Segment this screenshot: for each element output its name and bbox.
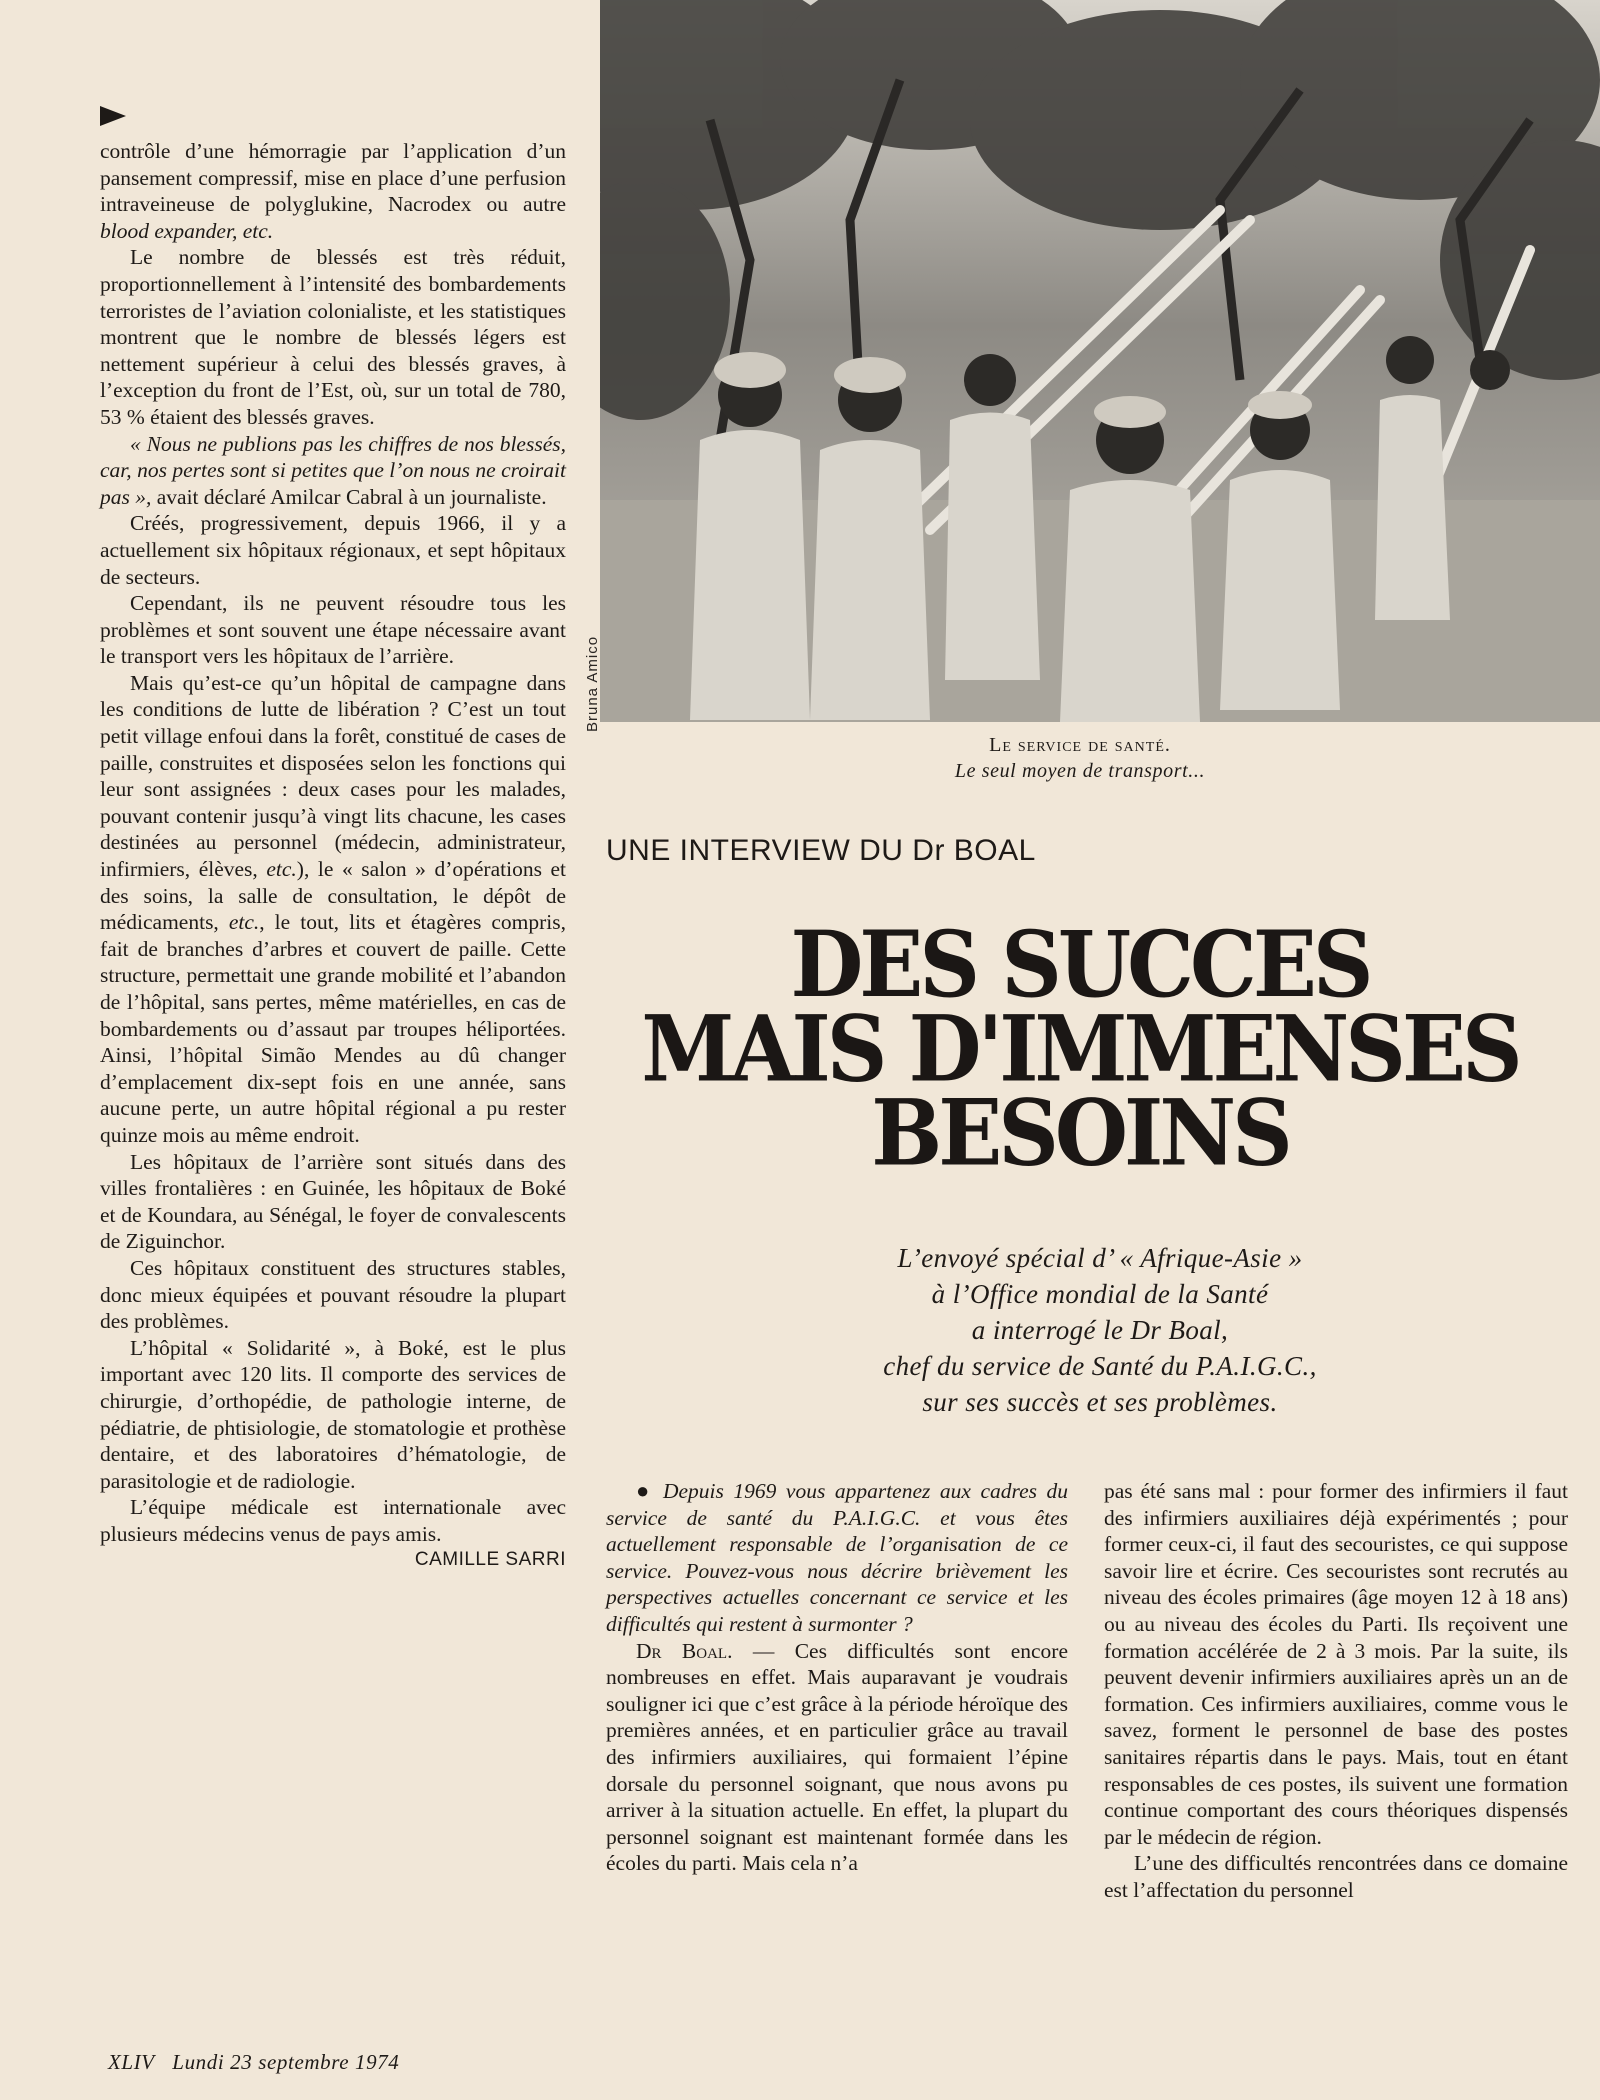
- headline-line: MAIS D'IMMENSES: [641, 995, 1519, 1102]
- speaker-name: Dr Boal.: [636, 1638, 733, 1663]
- deck-line: à l’Office mondial de la Santé: [931, 1279, 1269, 1309]
- interview-answer: [606, 1638, 1068, 1877]
- deck-line: L’envoyé spécial d’ « Afrique-Asie »: [897, 1243, 1303, 1273]
- paragraph-text: ), le « salon » d’opérations et des soins, la salle de consultation, le dépôt de médicaments,: [100, 857, 566, 935]
- question-text: Depuis 1969 vous appartenez aux cadres du service de santé du P.A.I.G.C. et vous êtes actuellement responsable de l’organisation de ce service. Pouvez-vous nous décrire brièvement les perspectives actuelles concernant ce service et les difficultés qui restent à surmonter ?: [606, 1479, 1069, 1636]
- paragraph-text: , le tout, lits et étagères compris, fait de branches d’arbres et couvert de paille. Cette structure, permettait une grande mobilité et l’abandon de l’hôpital, sans pertes, même matérielles, en cas de bombardements ou d’assaut par troupes héliportées. Ainsi, l’hôpital Simão Mendes au dû changer d’emplacement dix-sept fois en une année, sans aucune perte, un autre hôpital régional a pu rester quinze mois au même endroit.: [100, 910, 567, 1147]
- paragraph: Créés, progressivement, depuis 1966, il y a actuellement six hôpitaux régionaux, et sept hôpitaux de secteurs.: [100, 511, 566, 589]
- photo-credit: Bruna Amico: [584, 635, 601, 732]
- deck-line: chef du service de Santé du P.A.I.G.C.,: [883, 1351, 1317, 1381]
- paragraph: L’hôpital « Solidarité », à Boké, est le plus important avec 120 lits. Il comporte des services de chirurgie, d’orthopédie, de pathologie interne, de pédiatrie, de phtisiologie, de stomatologie et prothèse dentaire, et des laboratoires d’hématologie, de parasitologie et de radiologie.: [100, 1335, 566, 1493]
- italic-text: etc.: [266, 857, 297, 882]
- continuation-arrow-icon: [100, 106, 126, 126]
- photo-caption: [820, 732, 1340, 784]
- cabral-quote: « Nous ne publions pas les chiffres de nos blessés, car, nos pertes sont si petites que l’on nous ne croirait pas »,: [100, 431, 566, 509]
- deck-line: sur ses succès et ses problèmes.: [922, 1387, 1278, 1417]
- interview-question: [606, 1478, 1068, 1638]
- page-footer: [108, 2050, 399, 2075]
- page-number: XLIV: [108, 2050, 155, 2074]
- paragraph-text: L’équipe médicale est internationale avec plusieurs médecins venus de pays amis.: [100, 1495, 566, 1546]
- paragraph: [100, 431, 566, 511]
- article-headline: [600, 910, 1560, 1187]
- paragraph: Les hôpitaux de l’arrière sont situés dans des villes frontalières : en Guinée, les hôpitaux de Boké et de Koundara, au Sénégal, le foyer de convalescents de Ziguinchor.: [100, 1149, 566, 1254]
- bullet-icon: ●: [636, 1478, 654, 1503]
- paragraph: [100, 1494, 566, 1571]
- left-column: [100, 138, 566, 1574]
- photo-health-service-stretchers: [600, 0, 1600, 722]
- deck-line: a interrogé le Dr Boal,: [971, 1315, 1229, 1345]
- paragraph: L’une des difficultés rencontrées dans ce domaine est l’affectation du personnel: [1104, 1851, 1568, 1902]
- italic-text: etc.: [228, 910, 260, 935]
- paragraph: Le nombre de blessés est très réduit, proportionnellement à l’intensité des bombardements terroristes de l’aviation colonialiste, et les statistiques montrent que le nombre de blessés légers est nettement supérieur à celui des blessés graves, à l’exception du front de l’Est, où, sur un total de 780, 53 % étaient des blessés graves.: [100, 245, 566, 429]
- headline-line: DES SUCCES: [790, 910, 1370, 1018]
- interview-column-2: [1104, 1478, 1568, 1904]
- caption-title: Le service de santé.: [989, 734, 1171, 756]
- interview-column-1: [606, 1478, 1068, 1877]
- article-kicker: UNE INTERVIEW DU Dr BOAL: [606, 834, 1036, 867]
- paragraph: pas été sans mal : pour former des infirmiers il faut des infirmiers auxiliaires déjà expérimentés ; pour former ceux-ci, il faut des secouristes, ce qui suppose savoir lire et écrire. Ces secouristes sont recrutés au niveau des écoles primaires (âge moyen 12 à 18 ans) ou au niveau des écoles du Parti. Ils reçoivent une formation accélérée de 2 à 3 mois. Par la suite, ils peuvent devenir infirmiers auxiliaires après un an de formation. Ces infirmiers auxiliaires, comme vous le savez, forment le personnel de base des postes sanitaires répartis dans le pays. Mais, tout en étant responsables de ces postes, ils suivent une formation continue comportant des cours théoriques dispensés par le médecin de région.: [1104, 1479, 1568, 1849]
- paragraph: Ces hôpitaux constituent des structures stables, donc mieux équipées et pouvant résoudre la plupart des problèmes.: [100, 1255, 566, 1334]
- paragraph: [100, 670, 566, 1149]
- issue-date: Lundi 23 septembre 1974: [172, 2050, 400, 2074]
- author-signature: CAMILLE SARRI: [414, 1549, 566, 1571]
- headline-line: BESOINS: [871, 1079, 1289, 1187]
- answer-text: — Ces difficultés sont encore nombreuses en effet. Mais auparavant je voudrais souligner ici que c’est grâce à la période héroïque des premières années, et en particulier grâce au travail des infirmiers auxiliaires, qui formaient l’épine dorsale du personnel soignant, que nous avons pu arriver à la situation actuelle. En effet, la plupart du personnel soignant est maintenant formée dans les écoles du parti. Mais cela n’a: [606, 1638, 1068, 1876]
- paragraph: Cependant, ils ne peuvent résoudre tous les problèmes et sont souvent une étape nécessaire avant le transport vers les hôpitaux de l’arrière.: [100, 591, 566, 669]
- paragraph-text: contrôle d’une hémorragie par l’application d’un pansement compressif, mise en place d’une perfusion intraveineuse de polyglukine, Nacrodex ou autre: [100, 139, 566, 217]
- italic-text: blood expander, etc.: [100, 218, 274, 243]
- caption-subtitle: Le seul moyen de transport...: [954, 760, 1206, 782]
- paragraph-text: Mais qu’est-ce qu’un hôpital de campagne dans les conditions de lutte de libération ? C’est un tout petit village enfoui dans la forêt, constitué de cases de paille, construites et disposées selon les fonctions qui leur sont assignées : deux cases pour les malades, pouvant contenir jusqu’à vingt lits chacune, les cases destinées au personnel (médecin, administrateur, infirmiers, élèves,: [100, 670, 566, 882]
- article-deck: [700, 1240, 1500, 1420]
- paragraph: [100, 138, 566, 244]
- paragraph-text: avait déclaré Amilcar Cabral à un journaliste.: [156, 484, 547, 509]
